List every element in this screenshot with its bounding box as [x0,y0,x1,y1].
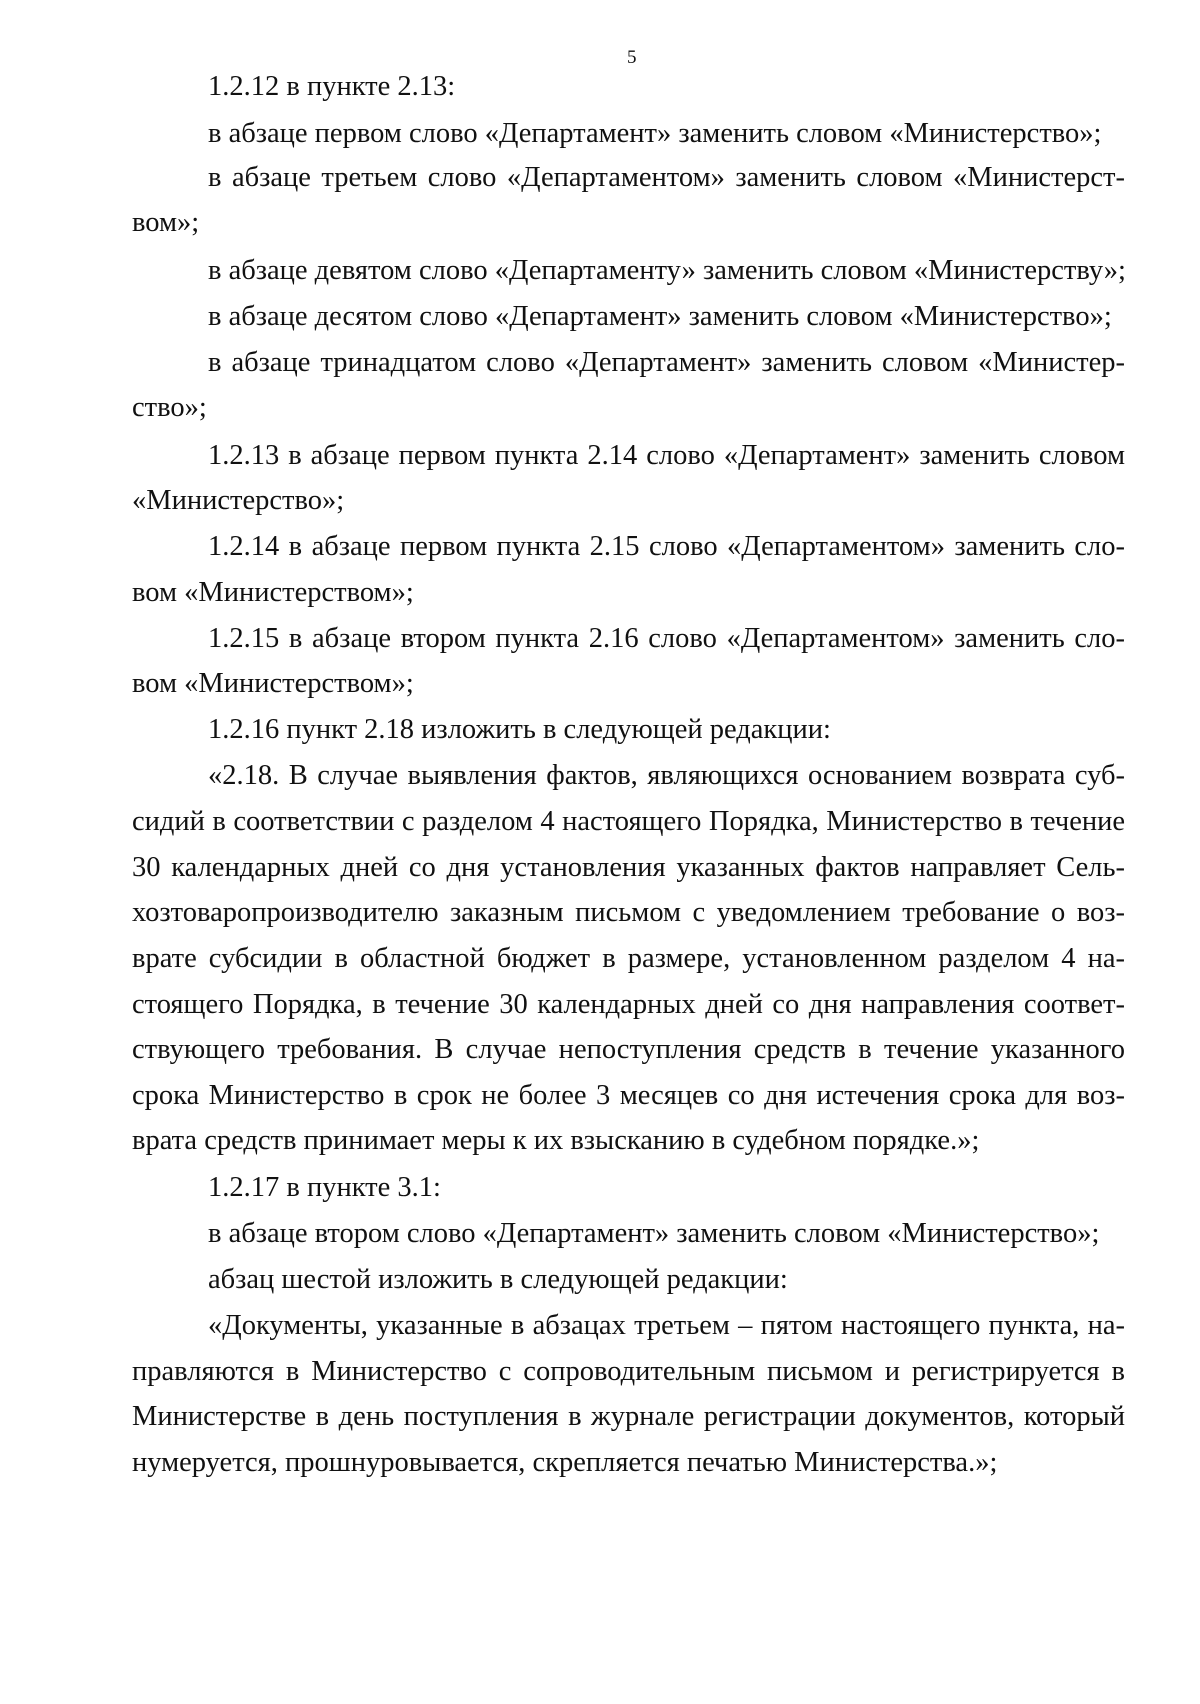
text-line: 1.2.12 в пункте 2.13: [208,71,456,102]
text-line: «Министерство»; [132,485,345,516]
text-line: в абзаце третьем слово «Департаментом» заменить словом «Министерст- [208,162,1125,193]
text-line: хозтоваропроизводителю заказным письмом с уведомлением требование о воз- [132,897,1125,928]
text-line: 1.2.17 в пункте 3.1: [208,1172,441,1203]
text-line: ство»; [132,392,207,423]
text-line: в абзаце девятом слово «Департаменту» заменить словом «Министерству»; [208,255,1126,286]
text-line: в абзаце первом слово «Департамент» заменить словом «Министерство»; [208,118,1102,149]
text-line: 1.2.15 в абзаце втором пункта 2.16 слово «Департаментом» заменить сло- [208,623,1125,654]
text-line: вом «Министерством»; [132,577,414,608]
text-line: в абзаце тринадцатом слово «Департамент» заменить словом «Министер- [208,347,1125,378]
text-line: 1.2.13 в абзаце первом пункта 2.14 слово «Департамент» заменить словом [208,440,1125,471]
text-line: нумеруется, прошнуровывается, скрепляется печатью Министерства.»; [132,1447,998,1478]
text-line: вом «Министерством»; [132,668,414,699]
text-line: врата средств принимает меры к их взысканию в судебном порядке.»; [132,1125,980,1156]
text-line: сидий в соответствии с разделом 4 настоящего Порядка, Министерство в течение [132,806,1125,837]
page-number: 5 [627,47,637,68]
text-line: ствующего требования. В случае непоступления средств в течение указанного [132,1034,1125,1065]
text-line: «2.18. В случае выявления фактов, являющихся основанием возврата суб- [208,760,1125,791]
text-line: в абзаце десятом слово «Департамент» заменить словом «Министерство»; [208,301,1112,332]
text-line: 30 календарных дней со дня установления указанных фактов направляет Сель- [132,852,1125,883]
text-line: правляются в Министерство с сопроводительным письмом и регистрируется в [132,1356,1125,1387]
text-line: в абзаце втором слово «Департамент» заменить словом «Министерство»; [208,1218,1100,1249]
text-line: вом»; [132,207,200,238]
text-line: врате субсидии в областной бюджет в размере, установленном разделом 4 на- [132,943,1125,974]
text-line: стоящего Порядка, в течение 30 календарных дней со дня направления соответ- [132,989,1125,1020]
text-line: срока Министерство в срок не более 3 месяцев со дня истечения срока для воз- [132,1080,1125,1111]
text-line: «Документы, указанные в абзацах третьем – пятом настоящего пункта, на- [208,1310,1125,1341]
text-line: абзац шестой изложить в следующей редакции: [208,1264,788,1295]
text-line: Министерстве в день поступления в журнале регистрации документов, который [132,1401,1125,1432]
text-line: 1.2.14 в абзаце первом пункта 2.15 слово «Департаментом» заменить сло- [208,531,1125,562]
text-line: 1.2.16 пункт 2.18 изложить в следующей редакции: [208,714,831,745]
